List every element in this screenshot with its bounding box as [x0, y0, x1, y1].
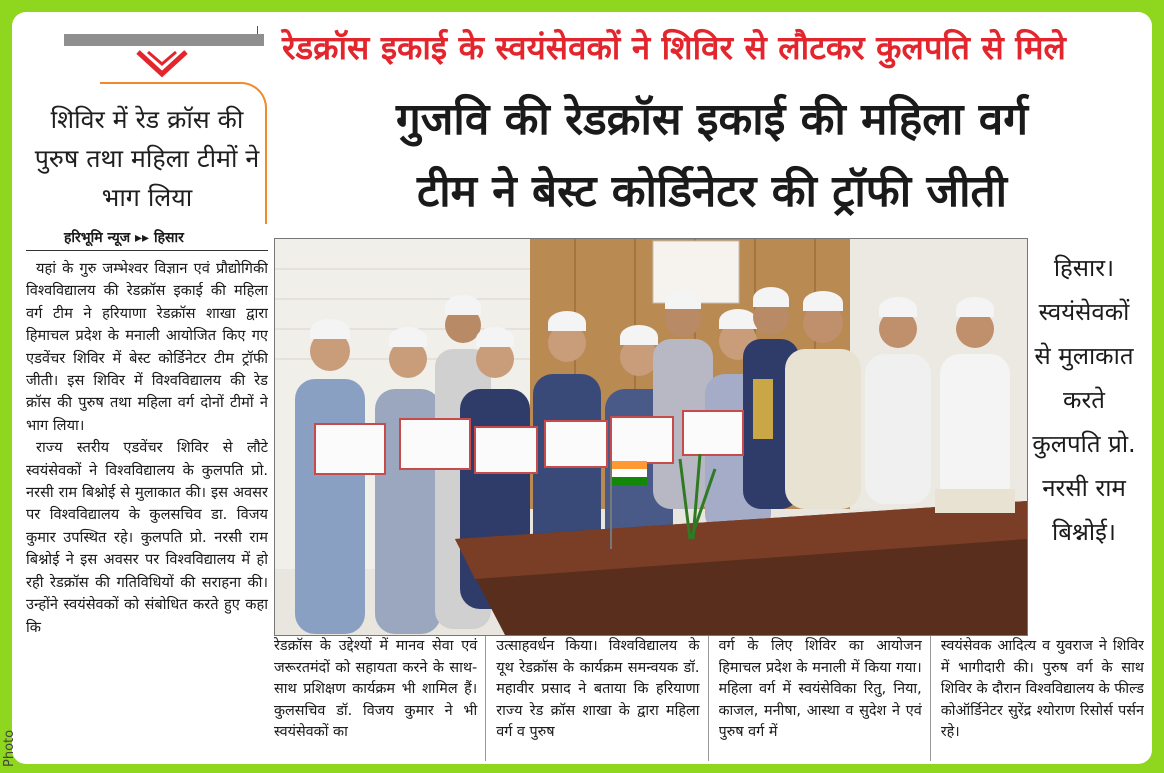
byline: हरिभूमि न्यूज ▸▸ हिसार [64, 230, 184, 246]
article-column-left [26, 258, 268, 748]
article-column: उत्साहवर्धन किया। विश्वविद्यालय के यूथ रेडक्रॉस के कार्यक्रम समन्वयक डॉ. महावीर प्रसाद ने बताया कि हरियाणा राज्य रेड क्रॉस शाखा के द्वारा महिला वर्ग व पुरुष [496, 636, 708, 761]
group-photo [274, 238, 1028, 636]
article-columns-bottom [274, 636, 1144, 761]
kicker-headline: रेडक्रॉस इकाई के स्वयंसेवकों ने शिविर से लौटकर कुलपति से मिले [282, 28, 1066, 67]
decorative-bar [64, 34, 264, 46]
article-column: स्वयंसेवक आदित्य व युवराज ने शिविर में भागीदारी की। पुरुष वर्ग के साथ शिविर के दौरान विश्वविद्यालय के फील्ड कोऑर्डिनेटर सुरेंद्र श्योराण रिसोर्स पर्सन रहे। [940, 638, 1144, 741]
paragraph: राज्य स्तरीय एडवेंचर शिविर से लौटे स्वयंसेवकों ने विश्वविद्यालय के कुलपति प्रो. नरसी राम बिश्नोई से मुलाकात की। इस अवसर पर विश्वविद्यालय के कुलसचिव डा. विजय कुमार उपस्थित रहे। कुलपति प्रो. नरसी राम बिश्नोई ने इस अवसर पर विश्वविद्यालय में हो रही रेडक्रॉस की गतिविधियों की सराहना की। उन्होंने स्वयंसेवकों को संबोधित करते हुए कहा कि [26, 439, 268, 636]
article-column: वर्ग के लिए शिविर का आयोजन हिमाचल प्रदेश के मनाली में किया गया। महिला वर्ग में स्वयंसेविका रितु, निया, काजल, मनीषा, आस्था व सुदेश ने एवं पुरुष वर्ग में [719, 636, 931, 761]
byline-row [26, 228, 268, 251]
photo-caption: हिसार। स्वयंसेवकों से मुलाकात करते कुलपति प्रो. नरसी राम बिश्नोई। [1032, 254, 1136, 546]
newspaper-clipping [12, 12, 1152, 764]
photo-watermark: Photo [2, 729, 17, 767]
headline-line-1: गुजवि की रेडक्रॉस इकाई की महिला वर्ग [396, 94, 1028, 145]
headline-line-2: टीम ने बेस्ट कोर्डिनेटर की ट्रॉफी जीती [417, 166, 1007, 217]
chevron-down-icon [134, 48, 190, 78]
sub-headline: शिविर में रेड क्रॉस की पुरुष तथा महिला टीमों ने भाग लिया [34, 105, 260, 212]
article-column: रेडक्रॉस के उद्देश्यों में मानव सेवा एवं जरूरतमंदों को सहायता करने के साथ-साथ प्रशिक्षण कार्यक्रम भी शामिल हैं। कुलसचिव डॉ. विजय कुमार ने भी स्वयंसेवकों का [274, 636, 486, 761]
main-headline [282, 84, 1142, 228]
paragraph: यहां के गुरु जम्भेश्वर विज्ञान एवं प्रौद्योगिकी विश्वविद्यालय की रेडक्रॉस इकाई की महिला वर्ग टीम ने हरियाणा रेडक्रॉस शाखा द्वारा हिमाचल प्रदेश के मनाली आयोजित किए गए एडवेंचर शिविर में बेस्ट कोर्डिनेटर टीम ट्रॉफी जीती। इस शिविर में विश्वविद्यालय की रेड क्रॉस की पुरुष तथा महिला वर्ग दोनों टीमों ने भाग लिया। [26, 260, 268, 434]
